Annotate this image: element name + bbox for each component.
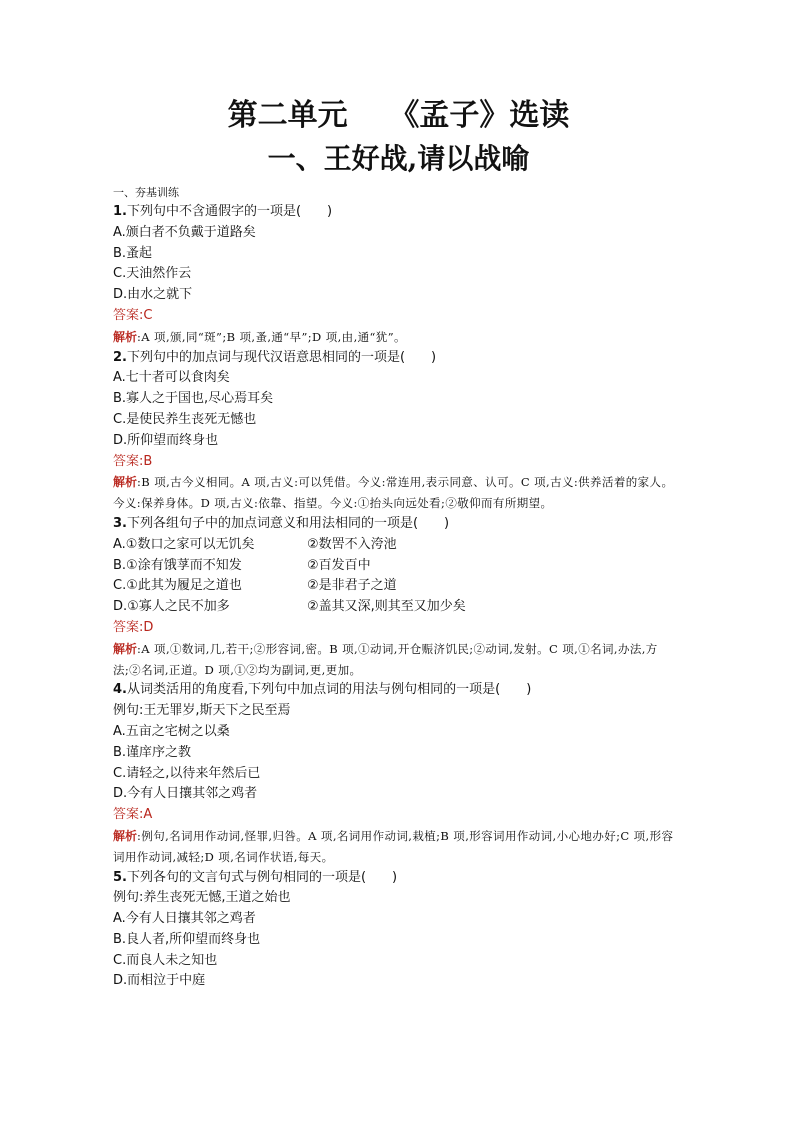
question-4 <box>113 680 684 867</box>
question-stem: 2.下列句中的加点词与现代汉语意思相同的一项是( ) <box>113 349 437 365</box>
question-number: 2. <box>113 349 127 365</box>
question-2 <box>113 348 684 514</box>
answer-label: 答案 <box>113 453 140 469</box>
option-d: D.由水之就下 <box>113 287 193 303</box>
answer-line: 答案:B <box>113 453 153 469</box>
unit-title: 第二单元 《孟子》选读 <box>227 98 570 133</box>
option-c: C.是使民养生丧死无憾也 <box>113 411 257 427</box>
option-b: B.谨庠序之教 <box>113 744 192 760</box>
example-sentence: 例句:养生丧死无憾,王道之始也 <box>113 890 291 906</box>
answer-line: 答案:C <box>113 307 153 323</box>
option-a: A.①数口之家可以无饥矣 ②数罟不入洿池 <box>113 536 397 552</box>
question-number: 4. <box>113 682 127 698</box>
option-a: A.颁白者不负戴于道路矣 <box>113 224 256 240</box>
analysis-text: 解析:例句,名词用作动词,怪罪,归咎。A 项,名词用作动词,栽植;B 项,形容词用作动词,小心地办好;C 项,形容词用作动词,减轻;D 项,名词作状语,每天。 <box>113 828 674 864</box>
answer-value: C <box>143 307 153 323</box>
question-number: 1. <box>113 204 127 219</box>
question-stem: 1.下列句中不含通假字的一项是( ) <box>113 204 333 219</box>
answer-value: B <box>143 453 153 469</box>
option-b: B.蚤起 <box>113 245 153 261</box>
option-d: D.所仰望而终身也 <box>113 432 219 448</box>
question-stem: 4.从词类活用的角度看,下列句中加点词的用法与例句相同的一项是( ) <box>113 682 532 698</box>
option-d: D.①寡人之民不加多 ②盖其又深,则其至又加少矣 <box>113 599 466 615</box>
option-c: C.天油然作云 <box>113 266 192 282</box>
question-number: 3. <box>113 515 127 531</box>
question-stem: 3.下列各组句子中的加点词意义和用法相同的一项是( ) <box>113 515 450 531</box>
answer-label: 答案 <box>113 619 140 635</box>
option-c: C.①此其为履足之道也 ②是非君子之道 <box>113 578 397 594</box>
option-c: C.而良人未之知也 <box>113 952 218 968</box>
option-a: A.今有人日攘其邻之鸡者 <box>113 911 256 927</box>
answer-line: 答案:A <box>113 807 153 823</box>
answer-value: A <box>143 807 153 823</box>
analysis-label: 解析 <box>113 828 138 843</box>
option-a: A.七十者可以食肉矣 <box>113 370 230 386</box>
analysis-label: 解析 <box>113 641 138 656</box>
answer-label: 答案 <box>113 307 140 323</box>
option-b: B.良人者,所仰望而终身也 <box>113 931 261 947</box>
question-number: 5. <box>113 869 127 885</box>
option-d: D.今有人日攘其邻之鸡者 <box>113 786 258 802</box>
option-b: B.①涂有饿莩而不知发 ②百发百中 <box>113 557 371 573</box>
analysis-text: 解析:B 项,古今义相同。A 项,古义:可以凭借。今义:常连用,表示同意、认可。C 项,古义:供养活着的家人。今义:保养身体。D 项,古义:依靠、指望。今义:①抬头向远处看;②敬仰而有所期望。 <box>113 475 674 511</box>
analysis-label: 解析 <box>113 329 138 344</box>
option-c: C.请轻之,以待来年然后已 <box>113 765 261 781</box>
option-d: D.而相泣于中庭 <box>113 973 206 989</box>
option-b: B.寡人之于国也,尽心焉耳矣 <box>113 391 274 407</box>
option-a: A.五亩之宅树之以桑 <box>113 723 230 739</box>
question-stem: 5.下列各句的文言句式与例句相同的一项是( ) <box>113 869 398 885</box>
section-title: 一、夯基训练 <box>113 186 179 199</box>
answer-line: 答案:D <box>113 619 154 635</box>
question-1 <box>113 202 684 348</box>
analysis-text: 解析:A 项,颁,同“斑”;B 项,蚤,通“早”;D 项,由,通“犹”。 <box>113 329 406 344</box>
question-5 <box>113 868 684 993</box>
analysis-label: 解析 <box>113 475 138 490</box>
answer-value: D <box>143 619 154 635</box>
lesson-title: 一、王好战,请以战喻 <box>267 142 530 175</box>
question-3 <box>113 514 684 680</box>
analysis-text: 解析:A 项,①数词,几,若干;②形容词,密。B 项,①动词,开仓赈济饥民;②动词,发射。C 项,①名词,办法,方法;②名词,正道。D 项,①②均为副词,更,更加。 <box>113 641 658 677</box>
answer-label: 答案 <box>113 807 140 823</box>
example-sentence: 例句:王无罪岁,斯天下之民至焉 <box>113 703 291 719</box>
